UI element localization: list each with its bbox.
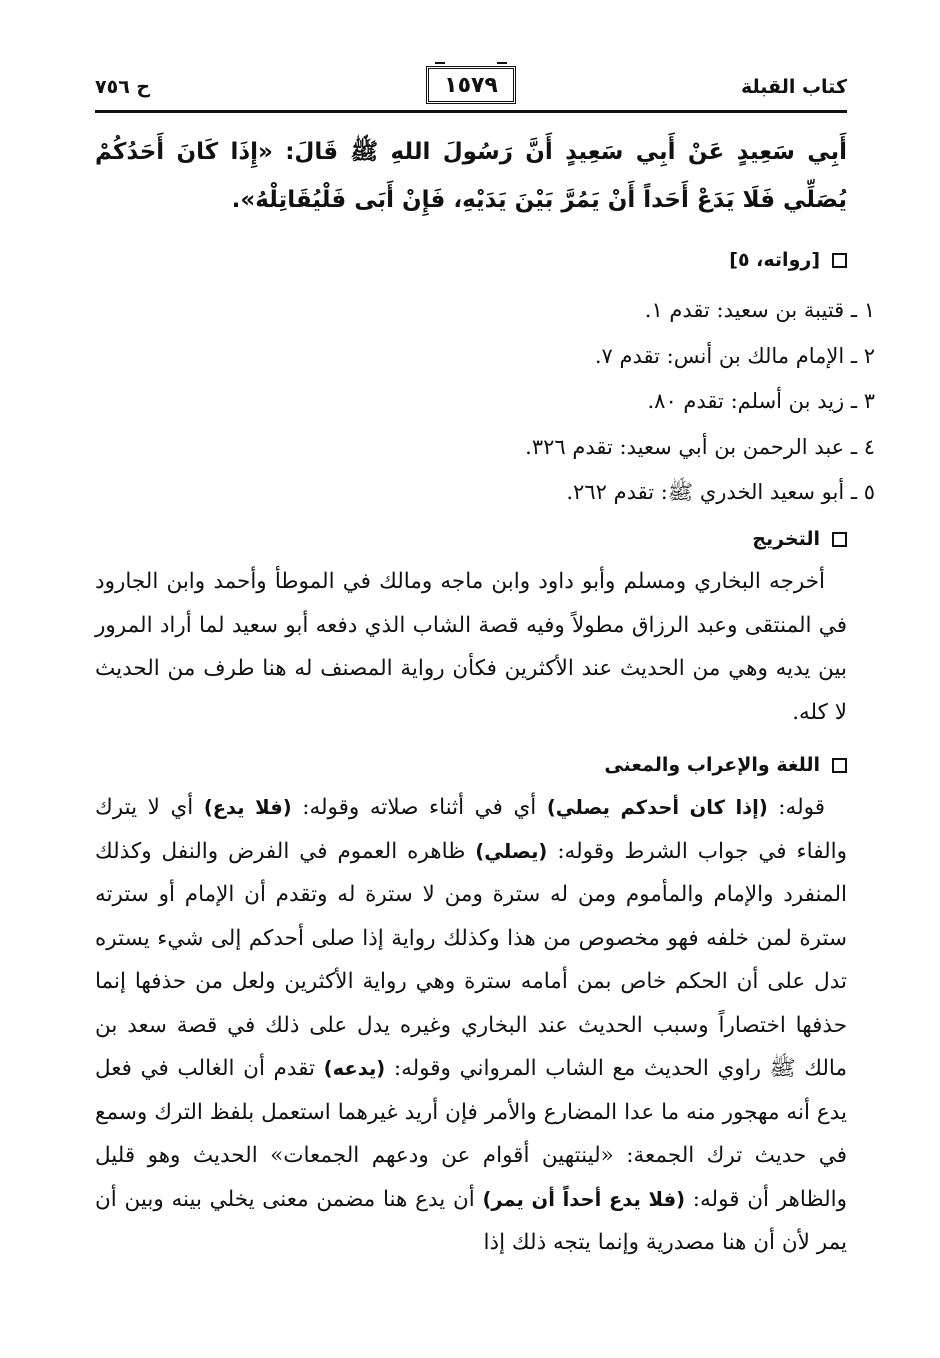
- text-run: ظاهره العموم في الفرض والنفل وكذلك المنفرد والإمام والمأموم ومن له سترة ومن لا سترة له وتقدم أن الإمام أو سترته سترة لمن خلفه فهو مخصوص من هذا وكذلك رواية إذا صلى أحدكم إلى شيء يستره تدل على أن الحكم خاص بمن أمامه سترة وهي رواية الأكثرين ولعل من حذفها إنما حذفها اختصاراً وسبب الحديث عند البخاري وغيره يدل على ذلك في قصة سعد بن مالك ﷺ راوي الحديث مع الشاب المرواني وقوله:: [95, 838, 847, 1081]
- hadith-text: أَبِي سَعِيدٍ عَنْ أَبِي سَعِيدٍ أَنَّ رَسُولَ اللهِ ﷺ قَالَ: «إِذَا كَانَ أَحَدُكُمْ يُصَلِّي فَلَا يَدَعْ أَحَداً أَنْ يَمُرَّ بَيْنَ يَدَيْهِ، فَإِنْ أَبَى فَلْيُقَاتِلْهُ».: [95, 139, 847, 213]
- quoted-phrase: (إذا كان أحدكم يصلي): [546, 796, 768, 819]
- narrators-heading: [729, 249, 847, 271]
- quoted-phrase: (يصلي): [475, 839, 548, 863]
- narrator-item: ٢ ـ الإمام مالك بن أنس: تقدم ٧.: [594, 343, 875, 368]
- text-run: أن يدع هنا مضمن معنى يخلي بينه وبين أن يمر لأن أن هنا مصدرية وإنما يتجه ذلك إذا: [95, 1186, 847, 1255]
- quoted-phrase: (فلا يدع): [203, 796, 292, 819]
- narrators-list: [315, 288, 875, 516]
- narrator-item: ٥ ـ أبو سعيد الخدري ﷺ: تقدم ٢٦٢.: [566, 480, 875, 504]
- checkbox-square-icon: [832, 532, 847, 547]
- book-title: كتاب القبلة: [740, 76, 847, 98]
- language-heading-label: اللغة والإعراب والمعنى: [604, 754, 820, 776]
- hadith-reference: ح ٧٥٦: [95, 76, 151, 98]
- language-paragraph: [95, 786, 847, 1265]
- narrator-item: ١ ـ قتيبة بن سعيد: تقدم ١.: [644, 298, 875, 322]
- narrator-item: ٤ ـ عبد الرحمن بن أبي سعيد: تقدم ٣٢٦.: [525, 434, 875, 459]
- header-divider: [95, 110, 847, 113]
- text-run: أي لا يترك والفاء في جواب الشرط وقوله:: [95, 795, 847, 864]
- takhrij-heading: [752, 528, 847, 550]
- text-run: أي في أثناء صلاته وقوله:: [291, 795, 547, 820]
- takhrij-paragraph: [95, 560, 847, 734]
- quoted-phrase: (يدعه): [323, 1057, 386, 1080]
- narrator-item: ٣ ـ زيد بن أسلم: تقدم ٨٠.: [647, 389, 875, 413]
- takhrij-text: أخرجه البخاري ومسلم وأبو داود وابن ماجه ومالك في الموطأ وأحمد وابن الجارود في المنتقى وعبد الرزاق مطولاً وفيه قصة الشاب الذي دفعه أبو سعيد لما أراد المرور بين يديه وهي من الحديث عند الأكثرين فكأن رواية المصنف له هنا طرف من الحديث لا كله.: [95, 569, 847, 725]
- page-number: ١٥٧٩: [426, 66, 516, 104]
- text-run: قوله:: [767, 795, 826, 820]
- page-header: [95, 62, 847, 110]
- takhrij-heading-label: التخريج: [752, 528, 820, 550]
- narrators-heading-label: [رواته، ٥]: [729, 249, 820, 271]
- checkbox-square-icon: [832, 253, 847, 268]
- checkbox-square-icon: [832, 758, 847, 773]
- text-run: تقدم أن الغالب في فعل يدع أنه مهجور منه ما عدا المضارع والأمر فإن أريد غيرهما استعمل بلفظ الترك وسمع في حديث ترك الجمعة: «لينتهين أقوام عن ودعهم الجمعات» الحديث وهو قليل والظاهر أن قوله:: [95, 1056, 847, 1212]
- language-heading: [604, 754, 847, 776]
- quoted-phrase: (فلا يدع أحداً أن يمر): [482, 1187, 686, 1211]
